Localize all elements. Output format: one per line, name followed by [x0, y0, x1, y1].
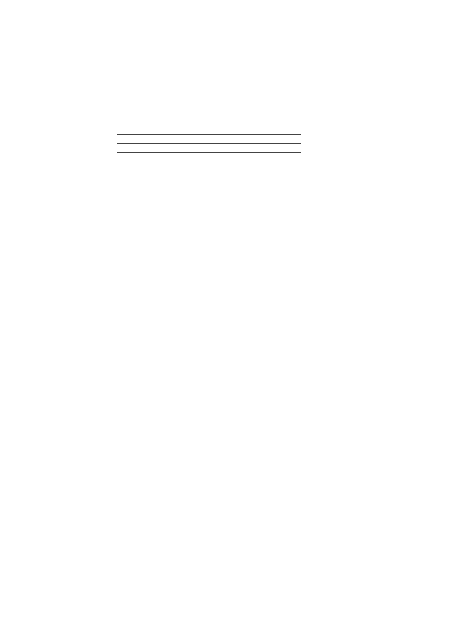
field-negeri[interactable] [51, 127, 251, 135]
section-a-heading [28, 116, 40, 122]
field-daerah-line[interactable] [117, 143, 301, 144]
field-daerah[interactable] [51, 136, 251, 144]
field-nama-sekolah-line[interactable] [117, 152, 301, 153]
field-negeri-line[interactable] [117, 134, 301, 135]
field-nama-sekolah[interactable] [51, 145, 251, 153]
